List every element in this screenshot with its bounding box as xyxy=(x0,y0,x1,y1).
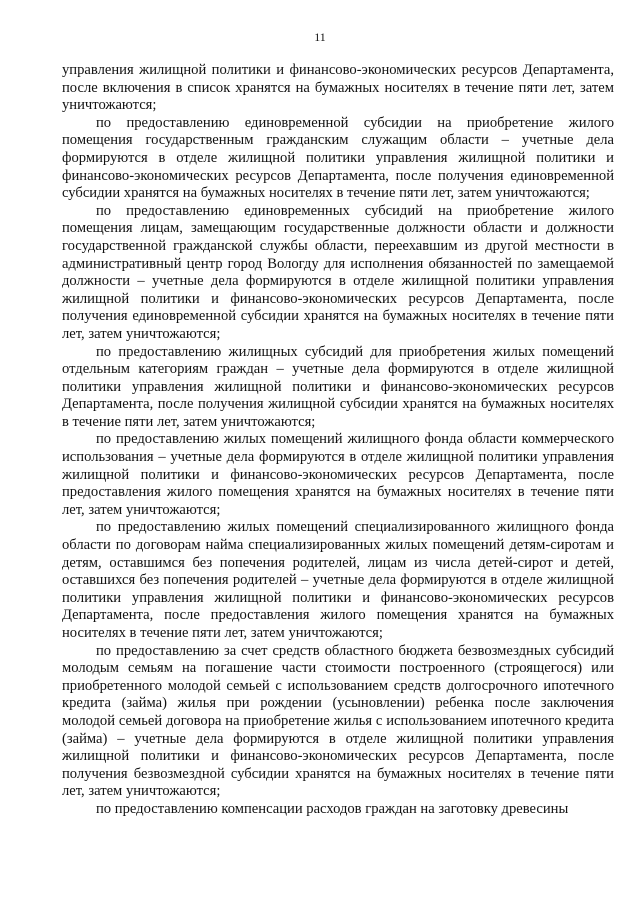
paragraph: по предоставлению жилищных субсидий для приобретения жилых помещений отдельным категориям граждан – учетные дела формируются в отделе жилищной политики управления жилищной политики и финансово-экономических ресурсов Департамента, после получения жилищной субсидии хранятся на бумажных носителях в течение пяти лет, затем уничтожаются; xyxy=(62,343,614,430)
page-number: 11 xyxy=(314,30,326,44)
document-body xyxy=(62,62,614,819)
paragraph: по предоставлению за счет средств областного бюджета безвозмездных субсидий молодым семьям на погашение части стоимости построенного (строящегося) или приобретенного молодой семьей с использованием средств долгосрочного ипотечного кредита (займа) жилья при рождении (усыновлении) ребенка после заключения молодой семьей договора на приобретение жилья с использованием ипотечного кредита (займа) – учетные дела формируются в отделе жилищной политики управления жилищной политики и финансово-экономических ресурсов Департамента, после получения безвозмездной субсидии хранятся на бумажных носителях в течение пяти лет, затем уничтожаются; xyxy=(62,642,614,800)
paragraph: управления жилищной политики и финансово-экономических ресурсов Департамента, после включения в список хранятся на бумажных носителях в течение пяти лет, затем уничтожаются; xyxy=(62,62,614,114)
paragraph: по предоставлению жилых помещений специализированного жилищного фонда области по договорам найма специализированных жилых помещений детям-сиротам и детям, оставшимся без попечения родителей, лицам из числа детей-сирот и детей, оставшихся без попечения родителей – учетные дела формируются в отделе жилищной политики управления жилищной политики и финансово-экономических ресурсов Департамента, после предоставления жилого помещения хранятся на бумажных носителях в течение пяти лет, затем уничтожаются; xyxy=(62,519,614,641)
paragraph: по предоставлению единовременных субсидий на приобретение жилого помещения лицам, замещающим государственные должности области и должности государственной гражданской службы области, переехавшим из другой местности в административный центр город Вологду для исполнения обязанностей по замещаемой должности – учетные дела формируются в отделе жилищной политики управления жилищной политики и финансово-экономических ресурсов Департамента, после получения единовременной субсидии хранятся на бумажных носителях в течение пяти лет, затем уничтожаются; xyxy=(62,202,614,342)
paragraph: по предоставлению компенсации расходов граждан на заготовку древесины xyxy=(96,800,569,817)
paragraph: по предоставлению единовременной субсидии на приобретение жилого помещения государственным гражданским служащим области – учетные дела формируются в отделе жилищной политики управления жилищной политики и финансово-экономических ресурсов Департамента, после получения единовременной субсидии хранятся на бумажных носителях в течение пяти лет, затем уничтожаются; xyxy=(62,114,614,202)
paragraph: по предоставлению жилых помещений жилищного фонда области коммерческого использования – учетные дела формируются в отделе жилищной политики управления жилищной политики и финансово-экономических ресурсов Департамента, после предоставления жилого помещения хранятся на бумажных носителях в течение пяти лет, затем уничтожаются; xyxy=(62,431,614,518)
